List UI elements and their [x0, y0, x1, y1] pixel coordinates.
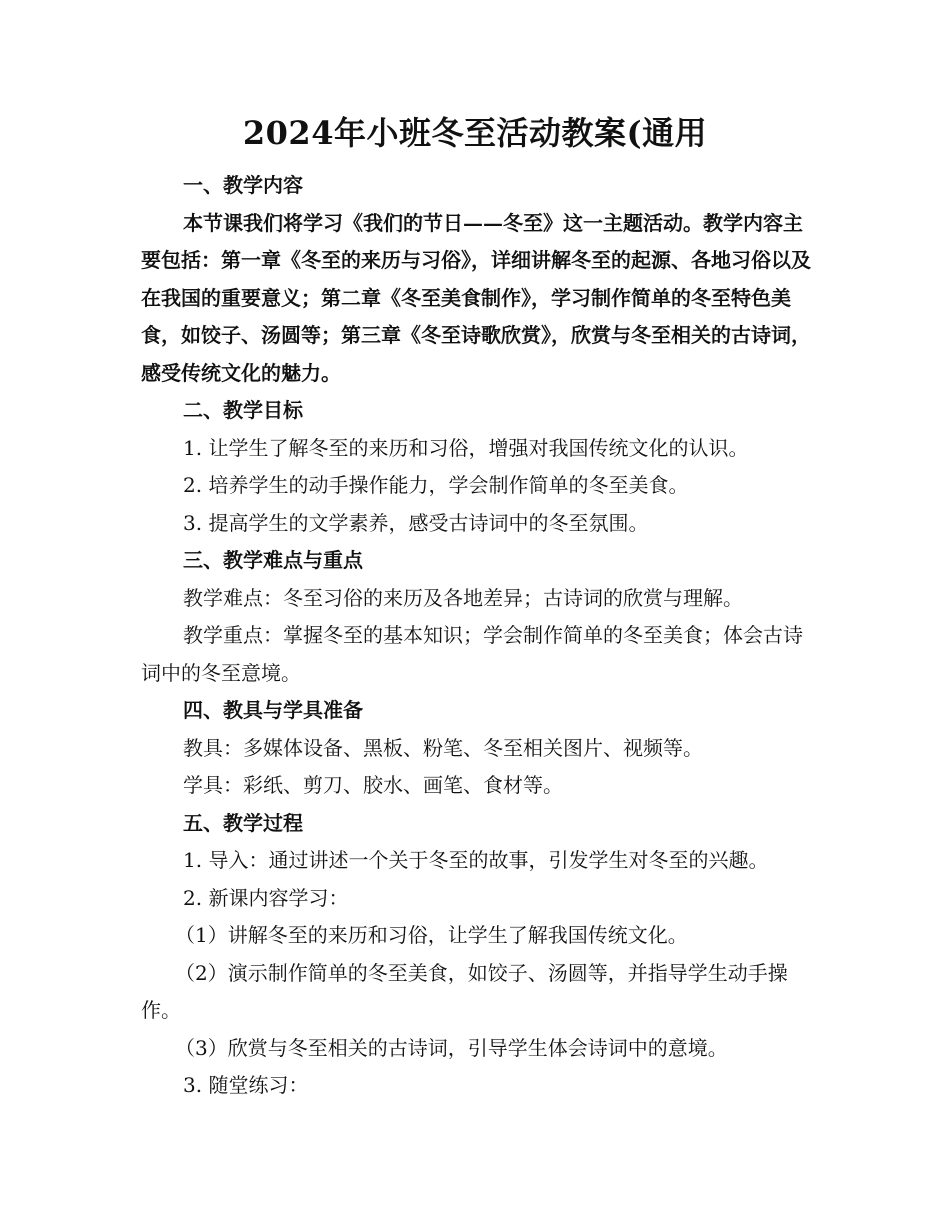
- paragraph: 3. 提高学生的文学素养，感受古诗词中的冬至氛围。: [183, 510, 649, 535]
- paragraph: （1）讲解冬至的来历和习俗，让学生了解我国传统文化。: [175, 923, 688, 947]
- document-body: [141, 167, 811, 1105]
- paragraph: （3）欣赏与冬至相关的古诗词，引导学生体会诗词中的意境。: [175, 1035, 728, 1060]
- paragraph: 1. 让学生了解冬至的来历和习俗，增强对我国传统文化的认识。: [183, 435, 749, 460]
- paragraph: 2. 培养学生的动手操作能力，学会制作简单的冬至美食。: [183, 473, 689, 497]
- paragraph: 三、教学难点与重点: [183, 548, 363, 572]
- paragraph: 本节课我们将学习《我们的节日——冬至》这一主题活动。教学内容主要包括：第一章《冬至的来历与习俗》，详细讲解冬至的起源、各地习俗以及在我国的重要意义；第二章《冬至美食制作》，学习制作简单的冬至特色美食，如饺子、汤圆等；第三章《冬至诗歌欣赏》，欣赏与冬至相关的古诗词，感受传统文化的魅力。: [141, 210, 811, 385]
- paragraph: 教学难点：冬至习俗的来历及各地差异；古诗词的欣赏与理解。: [183, 585, 743, 610]
- paragraph: 一、教学内容: [183, 173, 303, 197]
- document-title: 2024年小班冬至活动教案(通用: [242, 114, 708, 152]
- paragraph: 二、教学目标: [183, 398, 303, 422]
- paragraph: 学具：彩纸、剪刀、胶水、画笔、食材等。: [183, 773, 563, 797]
- paragraph: 教具：多媒体设备、黑板、粉笔、冬至相关图片、视频等。: [183, 735, 703, 760]
- paragraph: 教学重点：掌握冬至的基本知识；学会制作简单的冬至美食；体会古诗词中的冬至意境。: [141, 623, 803, 685]
- paragraph: 3. 随堂练习：: [183, 1073, 309, 1097]
- paragraph: 2. 新课内容学习：: [183, 885, 349, 910]
- paragraph: 四、教具与学具准备: [183, 698, 363, 722]
- paragraph: （2）演示制作简单的冬至美食，如饺子、汤圆等，并指导学生动手操作。: [141, 960, 788, 1022]
- paragraph: 五、教学过程: [183, 810, 303, 835]
- paragraph: 1. 导入：通过讲述一个关于冬至的故事，引发学生对冬至的兴趣。: [183, 848, 769, 872]
